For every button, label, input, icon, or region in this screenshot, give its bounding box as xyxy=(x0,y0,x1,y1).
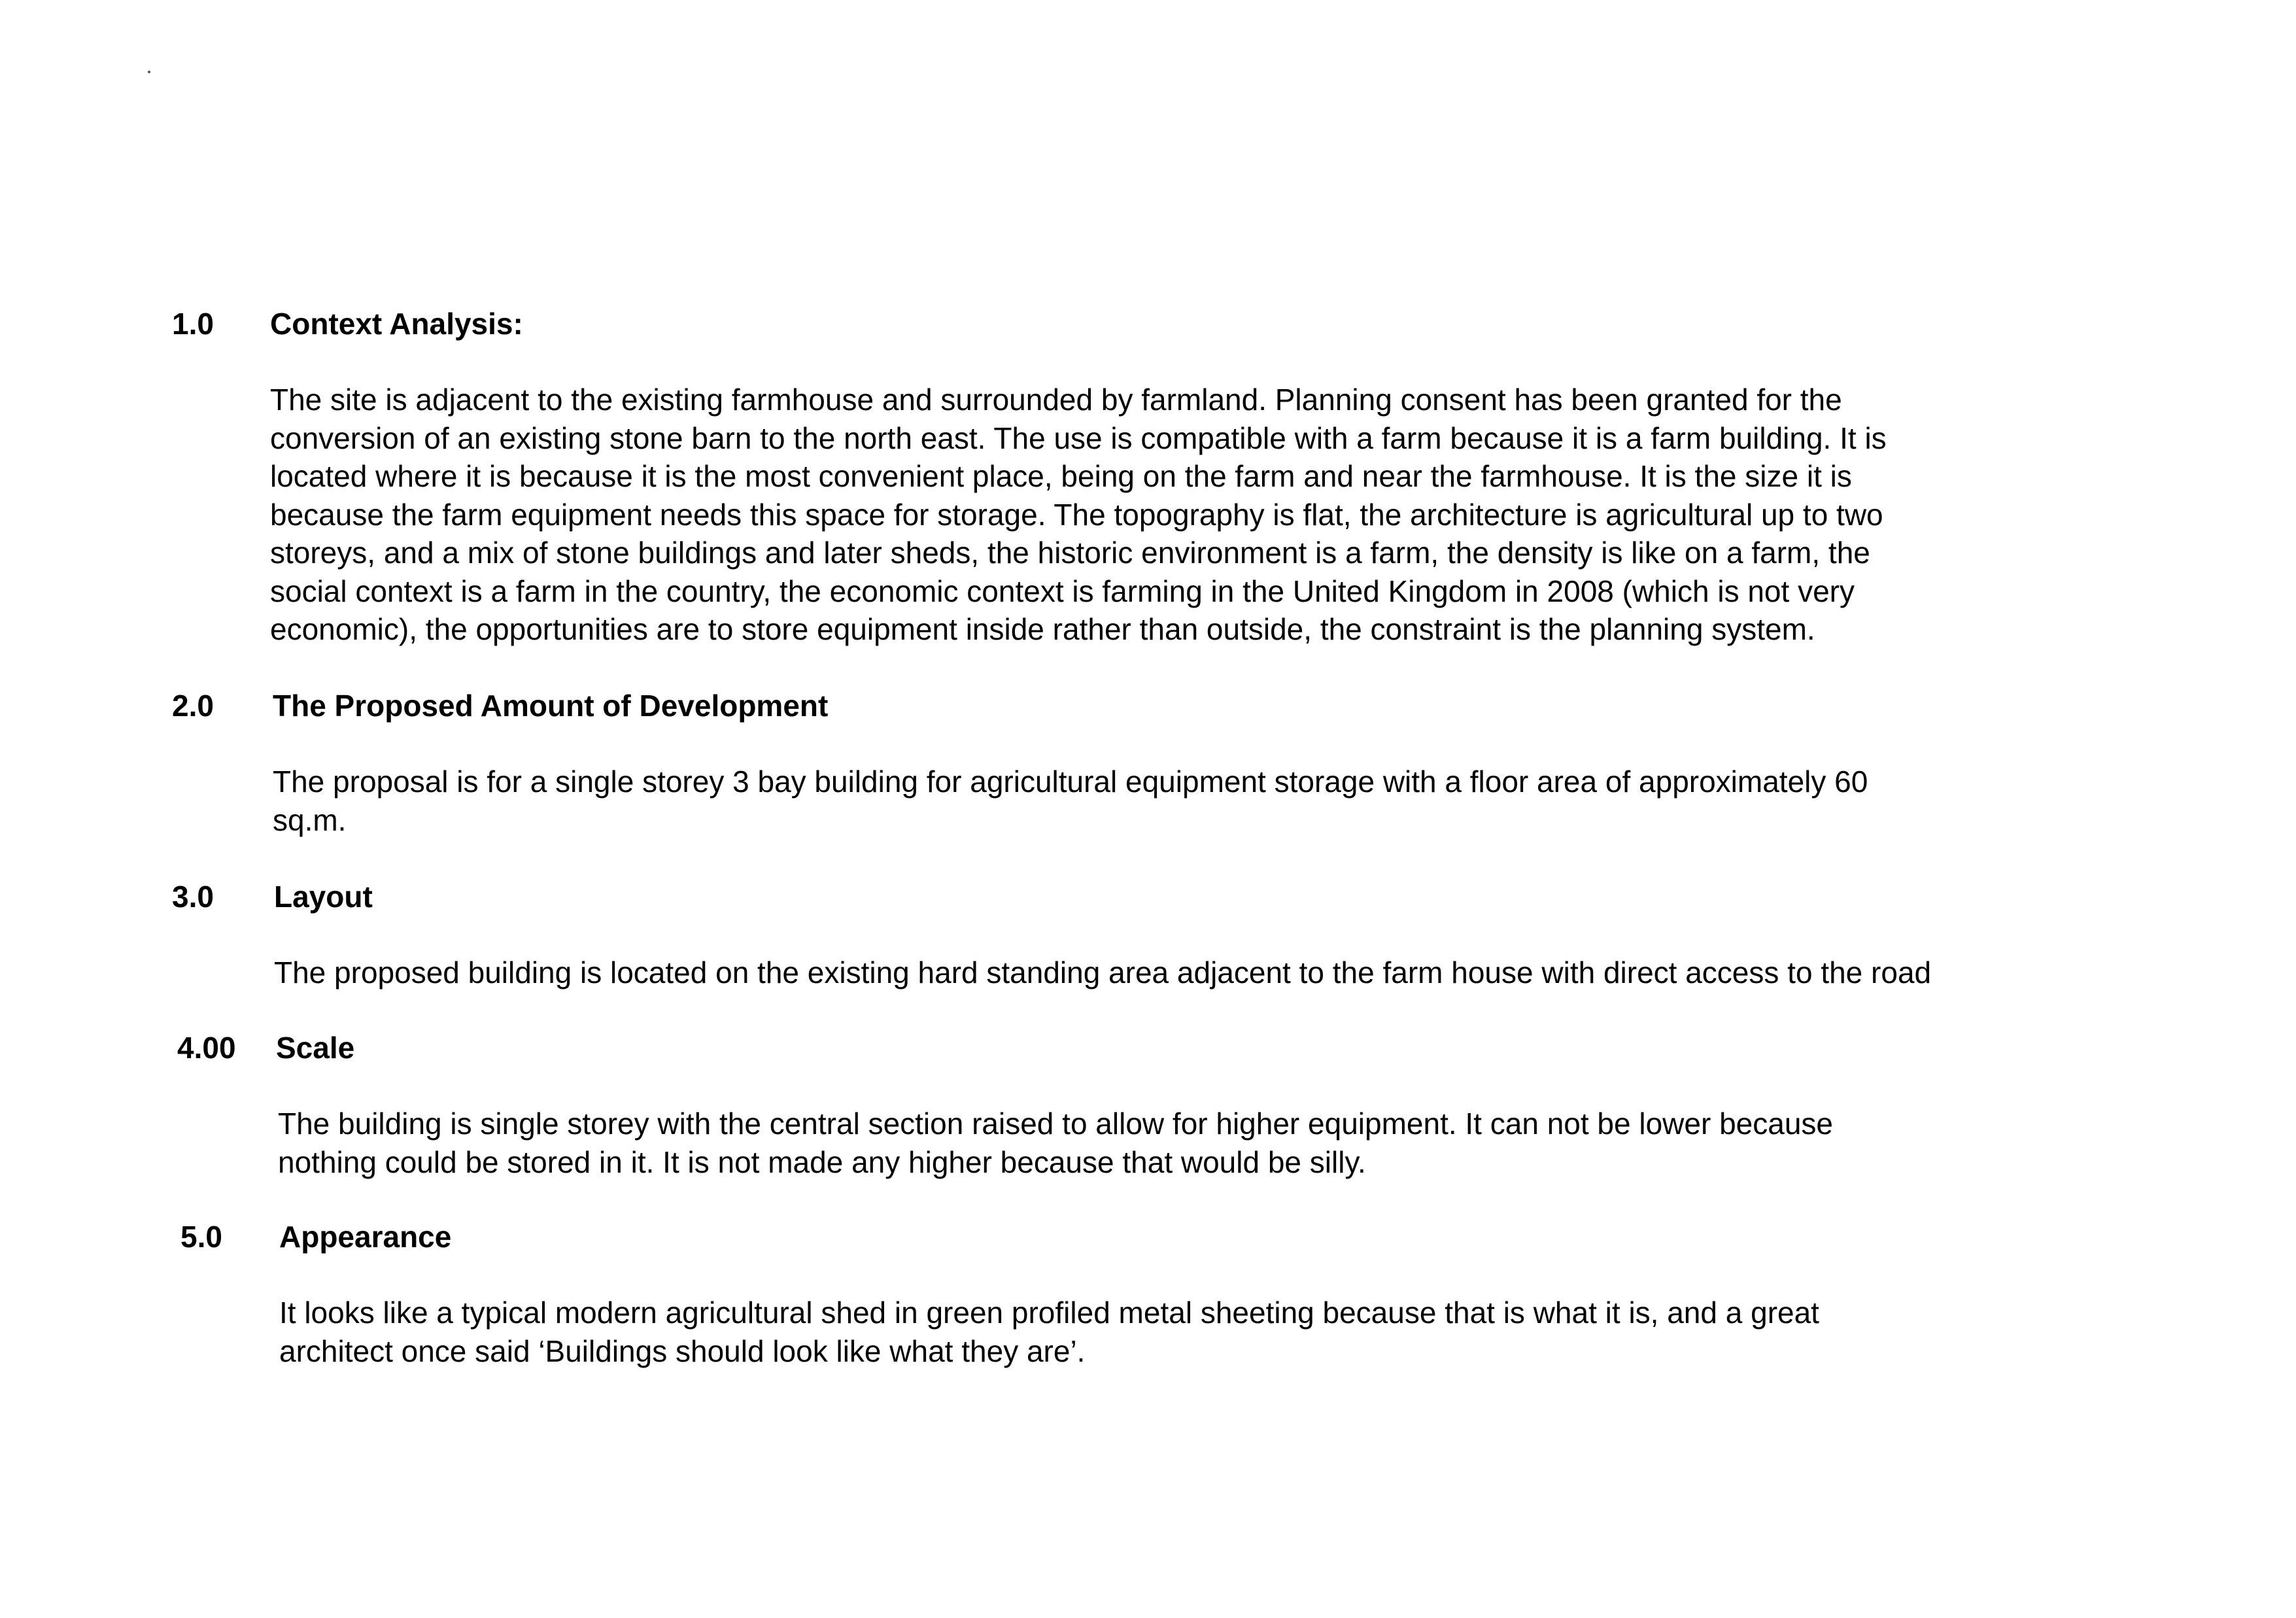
section-number: 2.0 xyxy=(172,689,214,723)
section-body xyxy=(270,381,2127,649)
body-line: economic), the opportunities are to store equipment inside rather than outside, the constraint is the planning system. xyxy=(270,612,1815,646)
section-number: 5.0 xyxy=(180,1220,222,1254)
body-line: The site is adjacent to the existing farmhouse and surrounded by farmland. Planning consent has been granted for the xyxy=(270,383,1842,417)
body-line: located where it is because it is the most convenient place, being on the farm and near the farmhouse. It is the size it is xyxy=(270,459,1852,493)
section-heading: Appearance xyxy=(279,1220,452,1254)
body-line: It looks like a typical modern agricultural shed in green profiled metal sheeting because that is what it is, and a great xyxy=(279,1296,1819,1330)
body-line: conversion of an existing stone barn to the north east. The use is compatible with a farm because it is a farm building. It is xyxy=(270,421,1887,455)
body-line: social context is a farm in the country, the economic context is farming in the United Kingdom in 2008 (which is not very xyxy=(270,574,1855,608)
body-line: storeys, and a mix of stone buildings and later sheds, the historic environment is a farm, the density is like on a farm, the xyxy=(270,536,1870,570)
section-body xyxy=(273,763,2130,839)
section-body xyxy=(274,954,2131,992)
body-line: nothing could be stored in it. It is not made any higher because that would be silly. xyxy=(278,1145,1366,1179)
body-line: The proposed building is located on the existing hard standing area adjacent to the farm house with direct access to the road xyxy=(274,955,1932,990)
section-number: 3.0 xyxy=(172,880,214,914)
section-heading: Scale xyxy=(276,1031,355,1065)
body-line: because the farm equipment needs this space for storage. The topography is flat, the architecture is agricultural up to two xyxy=(270,497,1883,532)
body-line: The building is single storey with the central section raised to allow for higher equipment. It can not be lower because xyxy=(278,1107,1833,1141)
body-line: The proposal is for a single storey 3 bay building for agricultural equipment storage with a floor area of approximately 60 xyxy=(273,765,1868,799)
section-number: 4.00 xyxy=(177,1031,236,1065)
section-heading: The Proposed Amount of Development xyxy=(273,689,829,723)
scan-speck xyxy=(148,71,150,73)
body-line: architect once said ‘Buildings should look like what they are’. xyxy=(279,1334,1086,1368)
section-heading: Context Analysis: xyxy=(270,307,523,341)
section-body xyxy=(278,1105,2135,1181)
section-heading: Layout xyxy=(274,880,373,914)
body-line: sq.m. xyxy=(273,802,347,837)
section-body xyxy=(279,1294,2136,1370)
section-number: 1.0 xyxy=(172,307,214,341)
